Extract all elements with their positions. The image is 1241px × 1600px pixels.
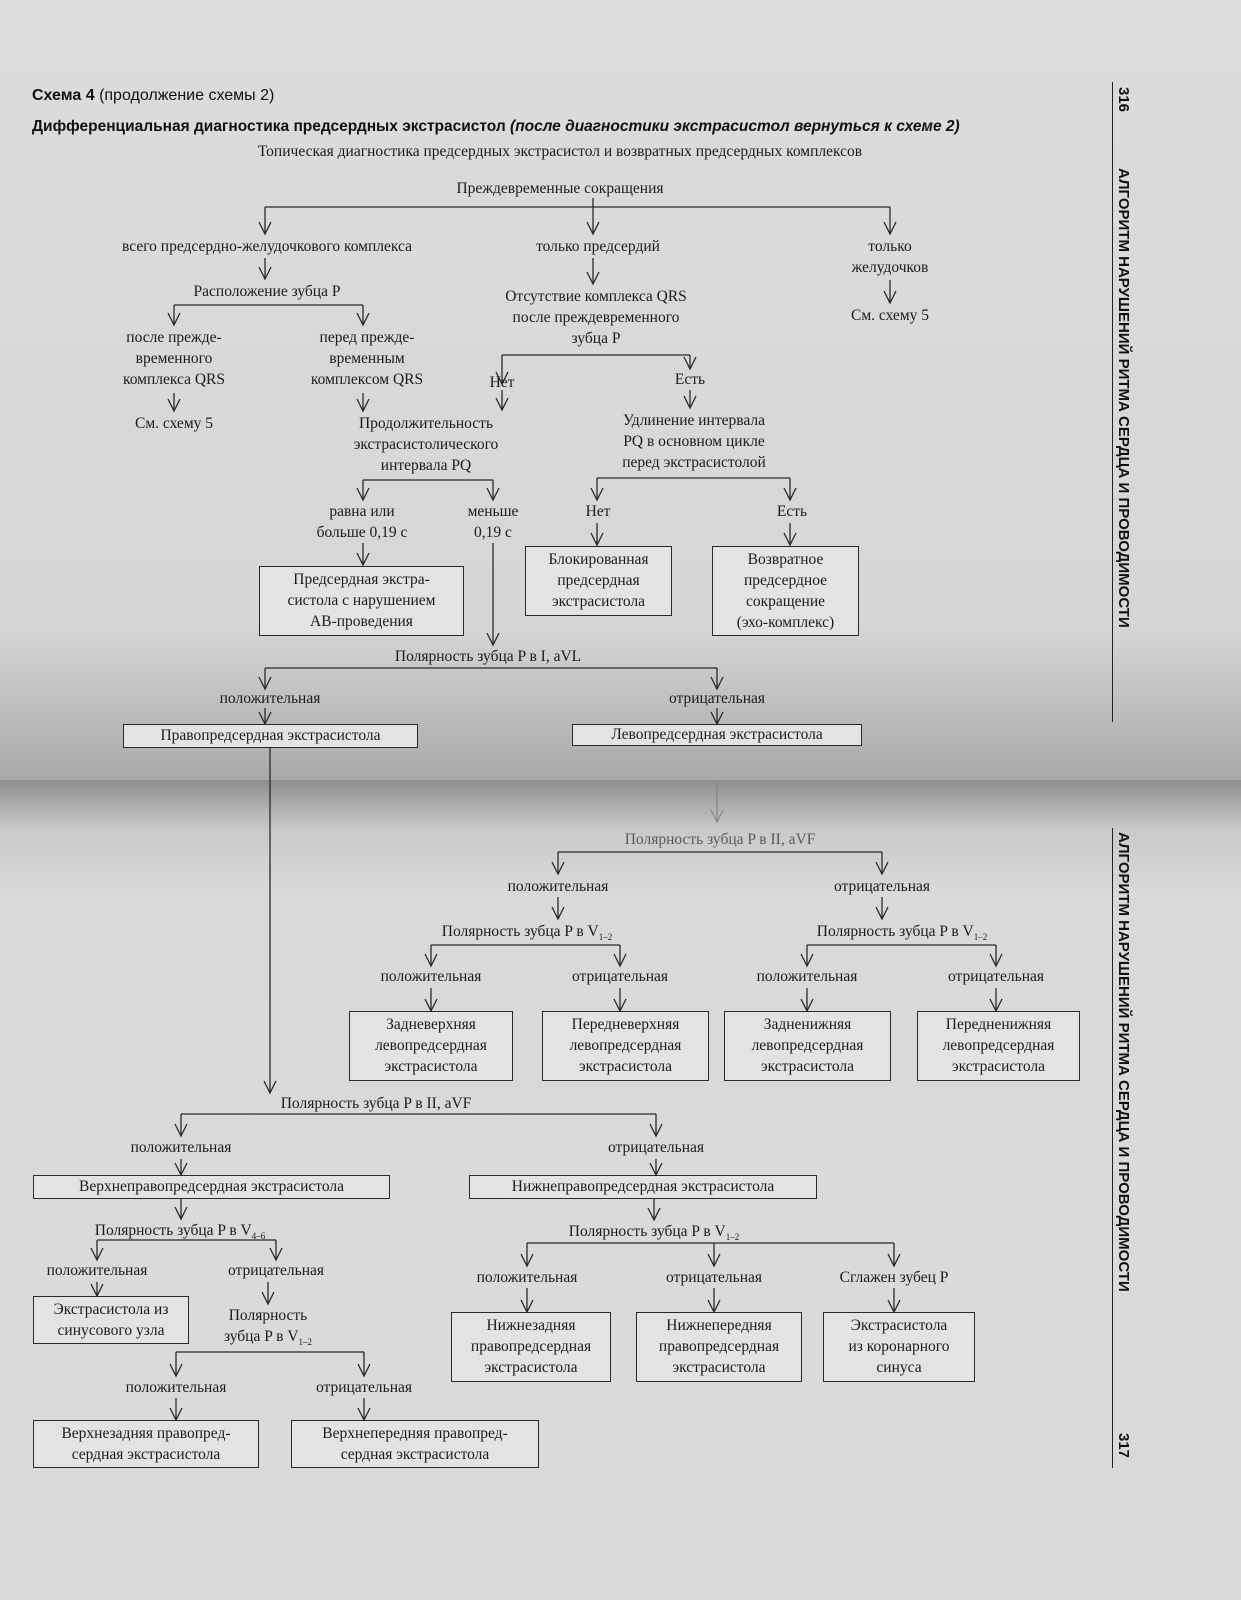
box-left-atrial-inferior-anterior: Передненижняя левопредсердная экстрасистола	[917, 1011, 1080, 1081]
node-eq-more-019: равна или больше 0,19 с	[316, 503, 408, 541]
box-blocked: Блокированная предсердная экстрасистола	[525, 546, 672, 616]
box-left-atrial-superior-posterior: Задневерхняя левопредсердная экстрасистола	[349, 1011, 513, 1081]
node-less-019: меньше 0,19 с	[467, 503, 519, 541]
node-negative-1: отрицательная	[668, 690, 766, 707]
node-positive-8: положительная	[476, 1269, 578, 1286]
node-see-scheme5-right: См. схему 5	[851, 307, 929, 324]
running-head-bottom: АЛГОРИТМ НАРУШЕНИЙ РИТМА СЕРДЦА И ПРОВОДИМОСТИ	[1115, 832, 1132, 1292]
node-negative-5: отрицательная	[607, 1139, 705, 1156]
node-polarity-v12-c: Полярность зубца P в $V_{1-2}$	[223, 1307, 313, 1348]
margin-rule-top	[1112, 82, 1113, 722]
scheme-subtitle: Топическая диагностика предсердных экстрасистол и возвратных предсердных комплексов	[257, 143, 863, 160]
node-smoothed-p: Сглажен зубец P	[839, 1269, 949, 1286]
box-av-conduction: Предсердная экстра- систола с нарушением АВ-проведения	[259, 566, 464, 636]
margin-rule-bottom	[1112, 828, 1113, 1468]
node-negative-7: отрицательная	[315, 1379, 413, 1396]
box-right-atrial: Правопредсердная экстрасистола	[123, 724, 418, 748]
node-polarity-ii-avf-right-atrial: Полярность зубца P в II, aVF	[280, 1095, 472, 1112]
node-no-qrs: Отсутствие комплекса QRS после преждевременного зубца P	[505, 288, 687, 347]
node-pq-prolongation: Удлинение интервала PQ в основном цикле перед экстрасистолой	[622, 412, 766, 471]
box-lower-posterior-right-atrial: Нижнезадняя правопредсердная экстрасистола	[451, 1312, 611, 1382]
node-positive-1: положительная	[219, 690, 321, 707]
node-polarity-v12-a: Полярность зубца P в $V_{1-2}$	[441, 923, 613, 943]
node-see-scheme5-left: См. схему 5	[135, 415, 213, 432]
node-after-qrs: после прежде- временного комплекса QRS	[122, 329, 226, 388]
node-no-2: Нет	[585, 503, 611, 520]
node-positive-5: положительная	[130, 1139, 232, 1156]
node-p-location: Расположение зубца P	[193, 283, 341, 300]
page-number-316: 316	[1115, 87, 1132, 113]
box-sinus-node: Экстрасистола из синусового узла	[33, 1296, 189, 1344]
node-positive-2: положительная	[507, 878, 609, 895]
node-yes-1: Есть	[674, 371, 706, 388]
node-positive-3: положительная	[380, 968, 482, 985]
node-polarity-v46: Полярность зубца P в $V_{4-6}$	[94, 1222, 266, 1242]
node-negative-8: отрицательная	[665, 1269, 763, 1286]
node-polarity-v12-d: Полярность зубца P в $V_{1-2}$	[568, 1223, 740, 1243]
box-lower-anterior-right-atrial: Нижнепередняя правопредсердная экстрасистола	[636, 1312, 802, 1382]
box-coronary-sinus: Экстрасистола из коронарного синуса	[823, 1312, 975, 1382]
running-head-top: АЛГОРИТМ НАРУШЕНИЙ РИТМА СЕРДЦА И ПРОВОДИМОСТИ	[1115, 168, 1132, 628]
node-polarity-ii-avf-left-atrial: Полярность зубца P в II, aVF	[624, 831, 816, 848]
scheme-label: Схема 4 (продолжение схемы 2)	[32, 87, 275, 104]
node-ventricles-only: только желудочков	[851, 238, 929, 276]
page-number-317: 317	[1115, 1433, 1132, 1459]
box-upper-anterior-right-atrial: Верхнепередняя правопред- сердная экстрасистола	[291, 1420, 539, 1468]
box-echo-complex: Возвратное предсердное сокращение (эхо-комплекс)	[712, 546, 859, 636]
node-atria-only: только предсердий	[536, 238, 660, 255]
box-left-atrial-superior-anterior: Передневерхняя левопредсердная экстрасистола	[542, 1011, 709, 1081]
node-yes-2: Есть	[776, 503, 808, 520]
node-negative-3: отрицательная	[571, 968, 669, 985]
box-left-atrial-inferior-posterior: Задненижняя левопредсердная экстрасистола	[724, 1011, 891, 1081]
box-upper-right-atrial: Верхнеправопредсердная экстрасистола	[33, 1175, 390, 1199]
node-negative-2: отрицательная	[833, 878, 931, 895]
node-positive-7: положительная	[125, 1379, 227, 1396]
node-polarity-i-avl: Полярность зубца P в I, aVL	[394, 648, 582, 665]
box-lower-right-atrial: Нижнеправопредсердная экстрасистола	[469, 1175, 817, 1199]
node-positive-4: положительная	[756, 968, 858, 985]
box-left-atrial: Левопредсердная экстрасистола	[572, 724, 862, 746]
node-whole-complex: всего предсердно-желудочкового комплекса	[122, 238, 412, 255]
node-negative-4: отрицательная	[947, 968, 1045, 985]
scheme-title: Дифференциальная диагностика предсердных экстрасистол (после диагностики экстрасистол вернуться к схеме 2)	[32, 118, 960, 135]
node-positive-6: положительная	[46, 1262, 148, 1279]
node-negative-6: отрицательная	[227, 1262, 325, 1279]
node-polarity-v12-b: Полярность зубца P в $V_{1-2}$	[816, 923, 988, 943]
box-upper-posterior-right-atrial: Верхнезадняя правопред- сердная экстрасистола	[33, 1420, 259, 1468]
node-no-1: Нет	[489, 374, 515, 391]
node-before-qrs: перед прежде- временным комплексом QRS	[310, 329, 424, 388]
node-premature: Преждевременные сокращения	[456, 180, 664, 197]
node-pq-duration: Продолжительность экстрасистолического интервала PQ	[353, 415, 499, 474]
